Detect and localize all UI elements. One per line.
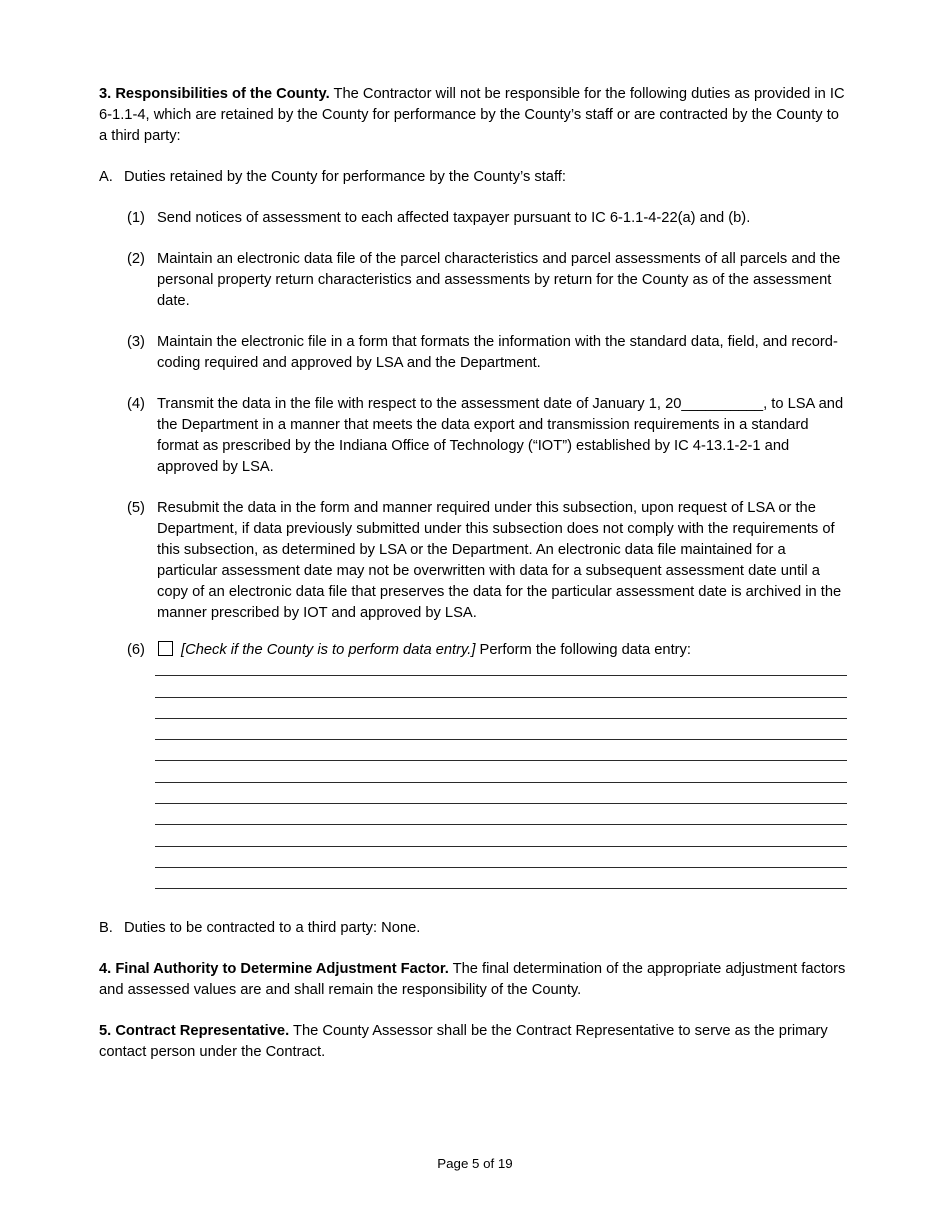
- blank-line: [155, 783, 847, 804]
- section-3-heading: 3. Responsibilities of the County.: [99, 86, 330, 102]
- numbered-item-4: [127, 394, 847, 478]
- numbered-item-1: [127, 208, 847, 229]
- item-2-number: (2): [127, 251, 145, 267]
- section-5-body: The County Assessor shall be the Contract Representative to serve as the primary contact person under the Contract.: [99, 1023, 828, 1061]
- document-content: [99, 84, 847, 1083]
- page-number: Page 5 of 19: [437, 1156, 513, 1171]
- blank-line: [155, 676, 847, 697]
- item-5-number: (5): [127, 500, 145, 516]
- item-6-number: (6): [127, 642, 145, 658]
- numbered-item-5: [127, 498, 847, 624]
- blank-line: [155, 804, 847, 825]
- item-3-text: Maintain the electronic file in a form that formats the information with the standard data, field, and record-coding required and approved by LSA and the Department.: [157, 334, 838, 371]
- item-1-number: (1): [127, 210, 145, 226]
- item-6-italic-instruction: [Check if the County is to perform data entry.]: [181, 642, 476, 658]
- numbered-item-2: [127, 249, 847, 312]
- blank-line: [155, 698, 847, 719]
- item-b-label: B.: [99, 920, 113, 937]
- blank-line: [155, 740, 847, 761]
- blank-line: [155, 825, 847, 846]
- section-5-paragraph: [99, 1021, 847, 1063]
- blank-line: [155, 868, 847, 889]
- item-4-text: Transmit the data in the file with respect to the assessment date of January 1, 20__________, to LSA and the Department in a manner that meets the data export and transmission requirements in a standard format as prescribed by the Indiana Office of Technology (“IOT”) established by IC 4-13.1-2-1 and approved by LSA.: [157, 396, 844, 475]
- item-b-text: Duties to be contracted to a third party: None.: [124, 920, 421, 937]
- item-3-number: (3): [127, 334, 145, 350]
- item-6-content: [157, 640, 847, 661]
- data-entry-blank-lines: [155, 655, 847, 889]
- item-4-number: (4): [127, 396, 145, 412]
- item-1-text: Send notices of assessment to each affected taxpayer pursuant to IC 6-1.1-4-22(a) and (b).: [157, 210, 751, 226]
- item-2-text: Maintain an electronic data file of the parcel characteristics and parcel assessments of all parcels and the personal property return characteristics and assessments by return for the County as of the assessment date.: [157, 251, 841, 309]
- data-entry-checkbox[interactable]: [158, 641, 173, 656]
- item-5-text: Resubmit the data in the form and manner required under this subsection, upon request of LSA or the Department, if data previously submitted under this subsection does not comply with the requirements of this subsection, as determined by LSA or the Department. An electronic data file maintained for a particular assessment date may not be overwritten with data for a subsequent assessment date until a copy of an electronic data file that preserves the data for the particular assessment date is archived in the manner prescribed by IOT and approved by LSA.: [157, 500, 842, 621]
- item-a-label: A.: [99, 169, 113, 185]
- section-5-heading: 5. Contract Representative.: [99, 1023, 290, 1040]
- item-a: [99, 167, 847, 188]
- numbered-item-6: [127, 640, 847, 661]
- numbered-item-3: [127, 332, 847, 374]
- section-4-heading: 4. Final Authority to Determine Adjustment Factor.: [99, 961, 449, 978]
- blank-line: [155, 719, 847, 740]
- item-a-text: Duties retained by the County for performance by the County’s staff:: [124, 169, 566, 185]
- section-3-paragraph: [99, 84, 847, 147]
- item-b: [99, 918, 847, 939]
- section-4-body: The final determination of the appropriate adjustment factors and assessed values are and shall remain the responsibility of the County.: [99, 961, 846, 999]
- section-4-paragraph: [99, 959, 847, 1001]
- blank-line: [155, 761, 847, 782]
- blank-line: [155, 847, 847, 868]
- section-3-body: The Contractor will not be responsible for the following duties as provided in IC 6-1.1-4, which are retained by the County for performance by the County’s staff or are contracted by the County to a third party:: [99, 86, 845, 144]
- item-6-text: Perform the following data entry:: [479, 642, 691, 658]
